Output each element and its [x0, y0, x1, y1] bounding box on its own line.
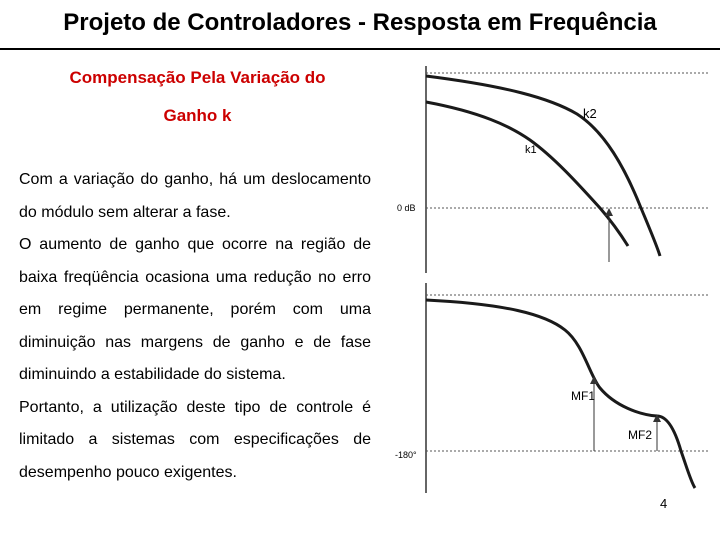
- page-title: Projeto de Controladores - Resposta em Frequência: [63, 9, 657, 36]
- phase-curve: [426, 300, 695, 488]
- title-divider: [0, 48, 720, 50]
- crossover-arrow-head: [605, 208, 613, 216]
- paragraph-gain-increase: O aumento de ganho que ocorre na região de baixa freqüência ocasiona uma redução no erro em regime permanente, porém com uma diminuição nas margens de ganho e de fase diminuindo a estabilidade do sistema.: [19, 236, 371, 383]
- label-k2: k2: [583, 106, 597, 121]
- page-number: 4: [660, 496, 668, 511]
- label-mf2: MF2: [628, 428, 652, 442]
- section-subtitle-line-1: Compensação Pela Variação do: [69, 68, 326, 87]
- paragraph-conclusion: Portanto, a utilização deste tipo de controle é limitado a sistemas com especificações de desempenho pouco exigentes.: [19, 398, 371, 481]
- section-subtitle-line-2: Ganho k: [163, 106, 232, 125]
- label-mf1: MF1: [571, 389, 595, 403]
- label-k1: k1: [525, 144, 537, 156]
- label-minus-180: -180°: [395, 450, 417, 460]
- body-text: [19, 164, 371, 489]
- curve-k2: [426, 76, 660, 256]
- curve-k1: [426, 102, 628, 246]
- paragraph-gain-variation: Com a variação do ganho, há um deslocamento do módulo sem alterar a fase.: [19, 171, 371, 221]
- phase-plot: [395, 283, 710, 493]
- magnitude-plot: [397, 66, 710, 273]
- mf1-arrow-head: [590, 376, 598, 384]
- label-zero-db: 0 dB: [397, 203, 416, 213]
- bode-diagram: [385, 58, 720, 528]
